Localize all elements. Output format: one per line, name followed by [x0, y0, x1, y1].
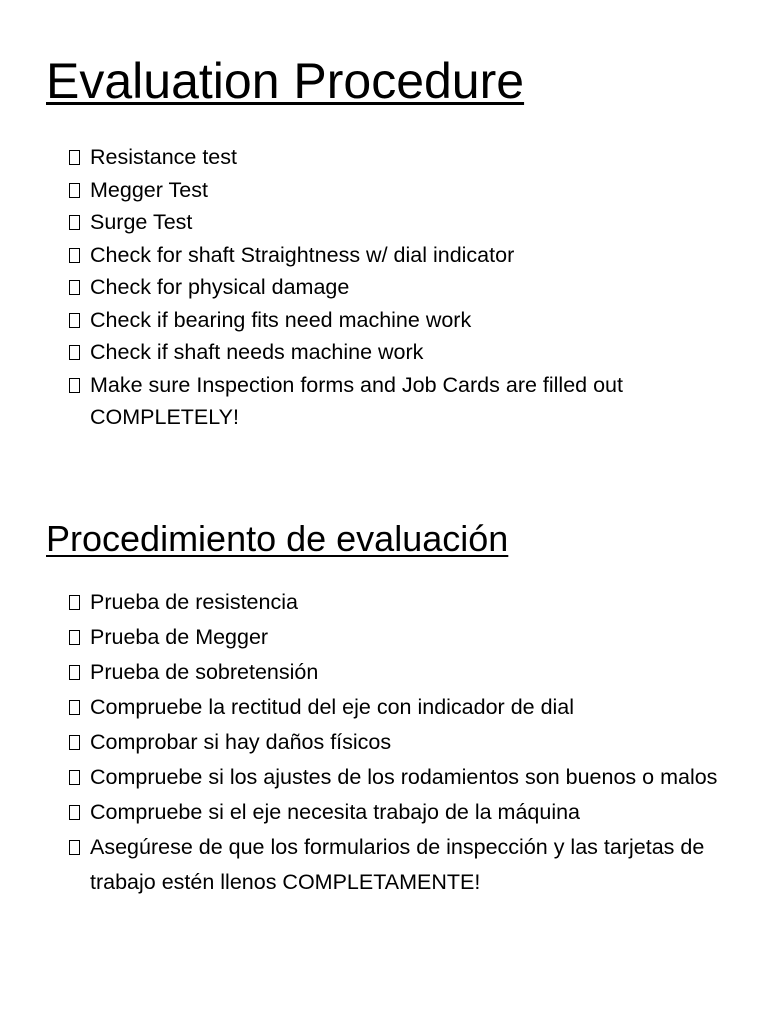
- checkbox-icon: [69, 630, 80, 645]
- english-checklist: [68, 141, 728, 434]
- checklist-item-text: Check for physical damage: [90, 275, 350, 299]
- checklist-item-text: Compruebe la rectitud del eje con indicador de dial: [90, 695, 575, 719]
- checklist-item-text: Check for shaft Straightness w/ dial indicator: [90, 242, 515, 267]
- checkbox-icon: [69, 150, 80, 165]
- checklist-item: [68, 336, 728, 369]
- checkbox-icon: [69, 770, 80, 785]
- checklist-item: [68, 174, 728, 207]
- checklist-item-text: Surge Test: [90, 210, 193, 234]
- checklist-item: [68, 795, 728, 830]
- spanish-title: Procedimiento de evaluación: [46, 518, 509, 559]
- checklist-item-text: Comprobar si hay daños físicos: [90, 730, 392, 754]
- checklist-item: [68, 369, 728, 434]
- checklist-item: [68, 271, 728, 304]
- checklist-item: [68, 239, 728, 272]
- checklist-item-text: Asegúrese de que los formularios de inspección y las tarjetas de trabajo estén llenos COMPLETAMENTE!: [90, 835, 705, 894]
- checkbox-icon: [69, 665, 80, 680]
- checklist-item-text: Megger Test: [90, 177, 208, 202]
- checkbox-icon: [69, 215, 80, 230]
- checkbox-icon: [69, 840, 80, 855]
- checklist-item-text: Check if shaft needs machine work: [90, 340, 424, 364]
- checkbox-icon: [69, 805, 80, 820]
- checkbox-icon: [69, 248, 80, 263]
- checklist-item-text: Compruebe si el eje necesita trabajo de la máquina: [90, 800, 581, 824]
- checkbox-icon: [69, 313, 80, 328]
- checkbox-icon: [69, 595, 80, 610]
- checklist-item-text: Prueba de resistencia: [90, 590, 298, 614]
- checklist-item-text: Make sure Inspection forms and Job Cards are filled out COMPLETELY!: [90, 372, 623, 429]
- checklist-item-text: Check if bearing fits need machine work: [90, 307, 472, 332]
- checklist-item-text: Compruebe si los ajustes de los rodamientos son buenos o malos: [90, 765, 718, 789]
- checklist-item-text: Resistance test: [90, 145, 237, 169]
- checklist-item: [68, 206, 728, 239]
- checkbox-icon: [69, 280, 80, 295]
- checklist-item: [68, 655, 728, 690]
- checklist-item: [68, 304, 728, 337]
- checklist-item: [68, 725, 728, 760]
- spanish-checklist: [68, 585, 728, 900]
- checkbox-icon: [69, 700, 80, 715]
- checkbox-icon: [69, 735, 80, 750]
- checkbox-icon: [69, 378, 80, 393]
- checkbox-icon: [69, 345, 80, 360]
- english-title: Evaluation Procedure: [46, 53, 525, 109]
- checklist-item: [68, 830, 728, 900]
- checklist-item: [68, 141, 728, 174]
- checklist-item-text: Prueba de sobretensión: [90, 660, 319, 684]
- checklist-item: [68, 620, 728, 655]
- checkbox-icon: [69, 183, 80, 198]
- checklist-item: [68, 585, 728, 620]
- checklist-item: [68, 760, 728, 795]
- checklist-item-text: Prueba de Megger: [90, 625, 269, 649]
- checklist-item: [68, 690, 728, 725]
